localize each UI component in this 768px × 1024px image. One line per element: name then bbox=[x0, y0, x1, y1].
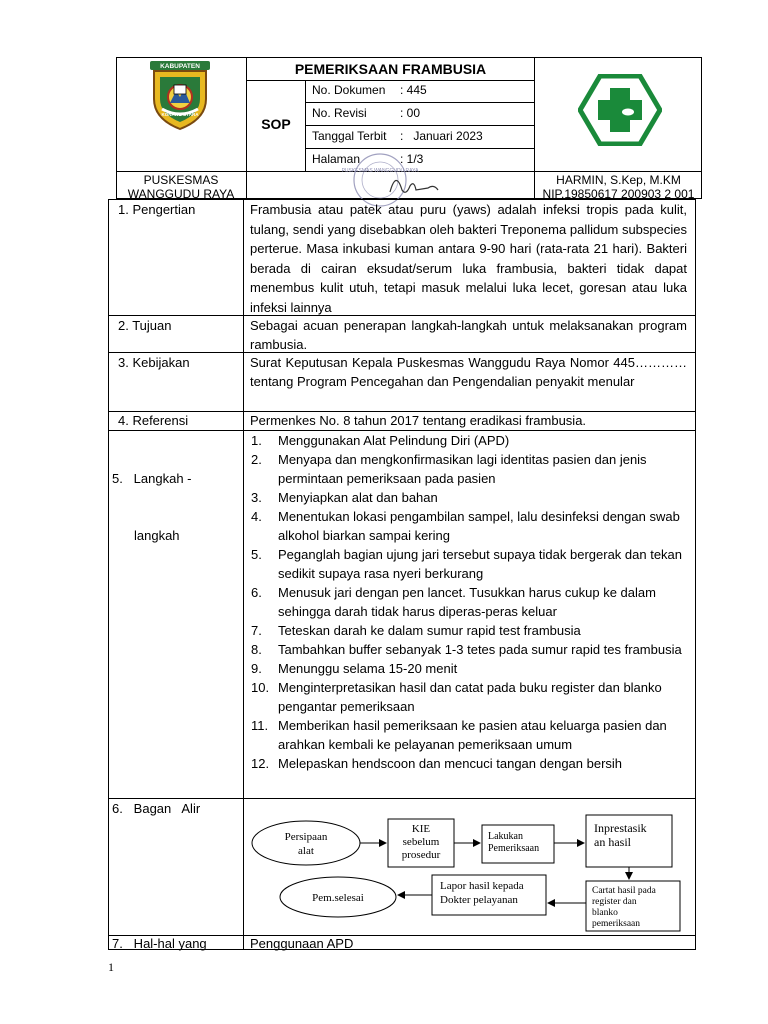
meta-label: Tanggal Terbit bbox=[312, 129, 387, 143]
meta-label: No. Revisi bbox=[312, 106, 367, 120]
meta-label: Halaman bbox=[312, 152, 361, 166]
step-text: Peganglah bagian ujung jari tersebut supaya tidak bergerak dan tekan sedikit supaya rasa nyeri berkurang bbox=[278, 547, 683, 581]
node-text: KIE bbox=[411, 823, 431, 835]
step-item bbox=[248, 754, 688, 773]
step-item bbox=[248, 678, 688, 716]
org-line1: PUSKESMAS bbox=[143, 173, 219, 187]
section-text-referensi: Permenkes No. 8 tahun 2017 tentang eradikasi frambusia. bbox=[250, 413, 587, 428]
step-text: Menentukan lokasi pengambilan sampel, lalu desinfeksi dengan swab alkohol biarkan sampai kering bbox=[278, 509, 680, 543]
step-number: 2. bbox=[251, 452, 262, 467]
step-item bbox=[248, 545, 688, 583]
step-text: Tambahkan buffer sebanyak 1-3 tetes pada sumur rapid tes frambusia bbox=[278, 642, 682, 657]
flowchart bbox=[244, 805, 694, 933]
logo-text-bottom: KONAWE UTARA bbox=[161, 112, 199, 117]
meta-value: : 445 bbox=[400, 83, 427, 97]
step-number: 5. bbox=[251, 547, 262, 562]
step-number: 12. bbox=[251, 756, 270, 771]
meta-label: No. Dokumen bbox=[312, 83, 386, 97]
node-text: pemeriksaan bbox=[592, 919, 641, 929]
step-item bbox=[248, 507, 688, 545]
meta-row-dokumen bbox=[312, 83, 385, 97]
meta-value: : Januari 2023 bbox=[400, 129, 483, 143]
header-divider bbox=[305, 125, 534, 126]
section-text-kebijakan: Surat Keputusan Kepala Puskesmas Wanggudu Raya Nomor 445………… tentang Program Pencegahan dan Pengendalian penyakit menular bbox=[250, 355, 687, 389]
step-number: 9. bbox=[251, 661, 262, 676]
section-text-hal: Penggunaan APD bbox=[250, 936, 354, 951]
step-text: Menggunakan Alat Pelindung Diri (APD) bbox=[278, 433, 510, 448]
step-number: 11. bbox=[251, 718, 269, 733]
node-text: blanko bbox=[592, 908, 618, 918]
flow-node-catat bbox=[586, 881, 680, 931]
node-text: Lapor hasil kepada bbox=[440, 880, 524, 892]
step-number: 6. bbox=[251, 585, 262, 600]
flow-node-lapor bbox=[432, 875, 546, 915]
header-divider bbox=[246, 80, 534, 81]
step-number: 1. bbox=[251, 433, 262, 448]
section-text-tujuan: Sebagai acuan penerapan langkah-langkah untuk melaksanakan program rambusia. bbox=[250, 318, 687, 352]
section-label-tujuan: 2. Tujuan bbox=[118, 318, 172, 333]
node-text: an hasil bbox=[594, 835, 631, 849]
label-line: 5. Langkah - bbox=[112, 471, 192, 486]
sop-label: SOP bbox=[261, 116, 291, 132]
node-text: alat bbox=[298, 845, 314, 857]
node-text: register dan bbox=[592, 897, 637, 907]
node-text: Inprestasik bbox=[594, 821, 647, 835]
org-line2: WANGGUDU RAYA bbox=[127, 187, 235, 201]
step-text: Menginterpretasikan hasil dan catat pada buku register dan blanko pengantar pemeriksaan bbox=[278, 680, 662, 714]
step-item bbox=[248, 450, 688, 488]
node-text: Pemeriksaan bbox=[488, 843, 540, 854]
meta-row-revisi bbox=[312, 106, 367, 120]
node-text: Lakukan bbox=[488, 831, 523, 842]
section-label-kebijakan: 3. Kebijakan bbox=[118, 355, 190, 370]
step-number: 10. bbox=[251, 680, 270, 695]
step-number: 3. bbox=[251, 490, 262, 505]
section-label-pengertian: 1. Pengertian bbox=[118, 202, 196, 217]
step-item bbox=[248, 716, 688, 754]
signer-nip: NIP.19850617 200903 2 001 bbox=[542, 187, 695, 201]
flow-node-selesai bbox=[280, 877, 396, 917]
section-label-langkah bbox=[112, 431, 192, 564]
step-item bbox=[248, 583, 688, 621]
header-divider bbox=[305, 148, 534, 149]
label-line: langkah bbox=[134, 528, 180, 543]
step-item bbox=[248, 431, 688, 450]
header-divider bbox=[305, 102, 534, 103]
puskesmas-cross-logo bbox=[578, 74, 662, 146]
node-text: Persipaan bbox=[284, 831, 328, 843]
node-text: Cartat hasil pada bbox=[592, 886, 656, 896]
section-label-bagan: 6. Bagan Alir bbox=[112, 801, 201, 816]
node-text: sebelum bbox=[402, 836, 440, 848]
step-text: Teteskan darah ke dalam sumur rapid test frambusia bbox=[278, 623, 581, 638]
page-number: 1 bbox=[108, 960, 114, 974]
signer-name: HARMIN, S.Kep, M.KM bbox=[556, 173, 681, 187]
org-name bbox=[116, 173, 246, 201]
node-text: prosedur bbox=[401, 849, 441, 861]
step-item bbox=[248, 659, 688, 678]
section-text-pengertian: Frambusia atau patek atau puru (yaws) adalah infeksi tropis pada kulit, tulang, sendi yang disebabkan oleh bakteri Treponema pallidum subspecies perterue. Masa inkubasi kuman antara 9-90 hari (rata-rata 21 hari). Bakteri berada di cairan eksudat/serum luka frambusia, bakteri tidak dapat menembus kulit utuh, tetapi masuk melalui luka lecet, goresan atau luka infeksi lainnya bbox=[250, 202, 687, 315]
step-item bbox=[248, 488, 688, 507]
step-number: 7. bbox=[251, 623, 262, 638]
logo-text-top: KABUPATEN bbox=[160, 63, 200, 70]
procedure-steps bbox=[248, 431, 688, 773]
meta-value: : 00 bbox=[400, 106, 421, 120]
stamp-text: PUSKESMAS WANGGUDU RAYA bbox=[341, 168, 419, 174]
flow-node-kie bbox=[388, 819, 454, 867]
step-text: Menusuk jari dengan pen lancet. Tusukkan harus cukup ke dalam sehingga darah tidak harus diperas-peras keluar bbox=[278, 585, 656, 619]
regency-logo bbox=[140, 59, 220, 131]
flow-node-lakukan bbox=[482, 825, 554, 863]
flow-node-interpretasi bbox=[586, 815, 672, 867]
signer-block bbox=[535, 173, 702, 201]
step-item bbox=[248, 640, 688, 659]
section-label-hal: 7. Hal-hal yang bbox=[112, 936, 207, 951]
step-number: 4. bbox=[251, 509, 262, 524]
step-text: Menyapa dan mengkonfirmasikan lagi identitas pasien dan jenis permintaan pemeriksaan pada pasien bbox=[278, 452, 647, 486]
document-title: PEMERIKSAAN FRAMBUSIA bbox=[294, 61, 487, 77]
step-text: Menyiapkan alat dan bahan bbox=[278, 490, 438, 505]
flow-node-persiapan bbox=[252, 821, 360, 865]
node-text: Pem.selesai bbox=[312, 892, 364, 904]
meta-value: : 1/3 bbox=[400, 152, 424, 166]
section-label-referensi: 4. Referensi bbox=[118, 413, 189, 428]
step-item bbox=[248, 621, 688, 640]
step-text: Memberikan hasil pemeriksaan ke pasien atau keluarga pasien dan arahkan kembali ke pelayanan pemeriksaan umum bbox=[278, 718, 667, 752]
step-text: Menunggu selama 15-20 menit bbox=[278, 661, 458, 676]
meta-row-tanggal bbox=[312, 129, 387, 143]
step-number: 8. bbox=[251, 642, 262, 657]
node-text: Dokter pelayanan bbox=[440, 894, 518, 906]
step-text: Melepaskan hendscoon dan mencuci tangan dengan bersih bbox=[278, 756, 623, 771]
